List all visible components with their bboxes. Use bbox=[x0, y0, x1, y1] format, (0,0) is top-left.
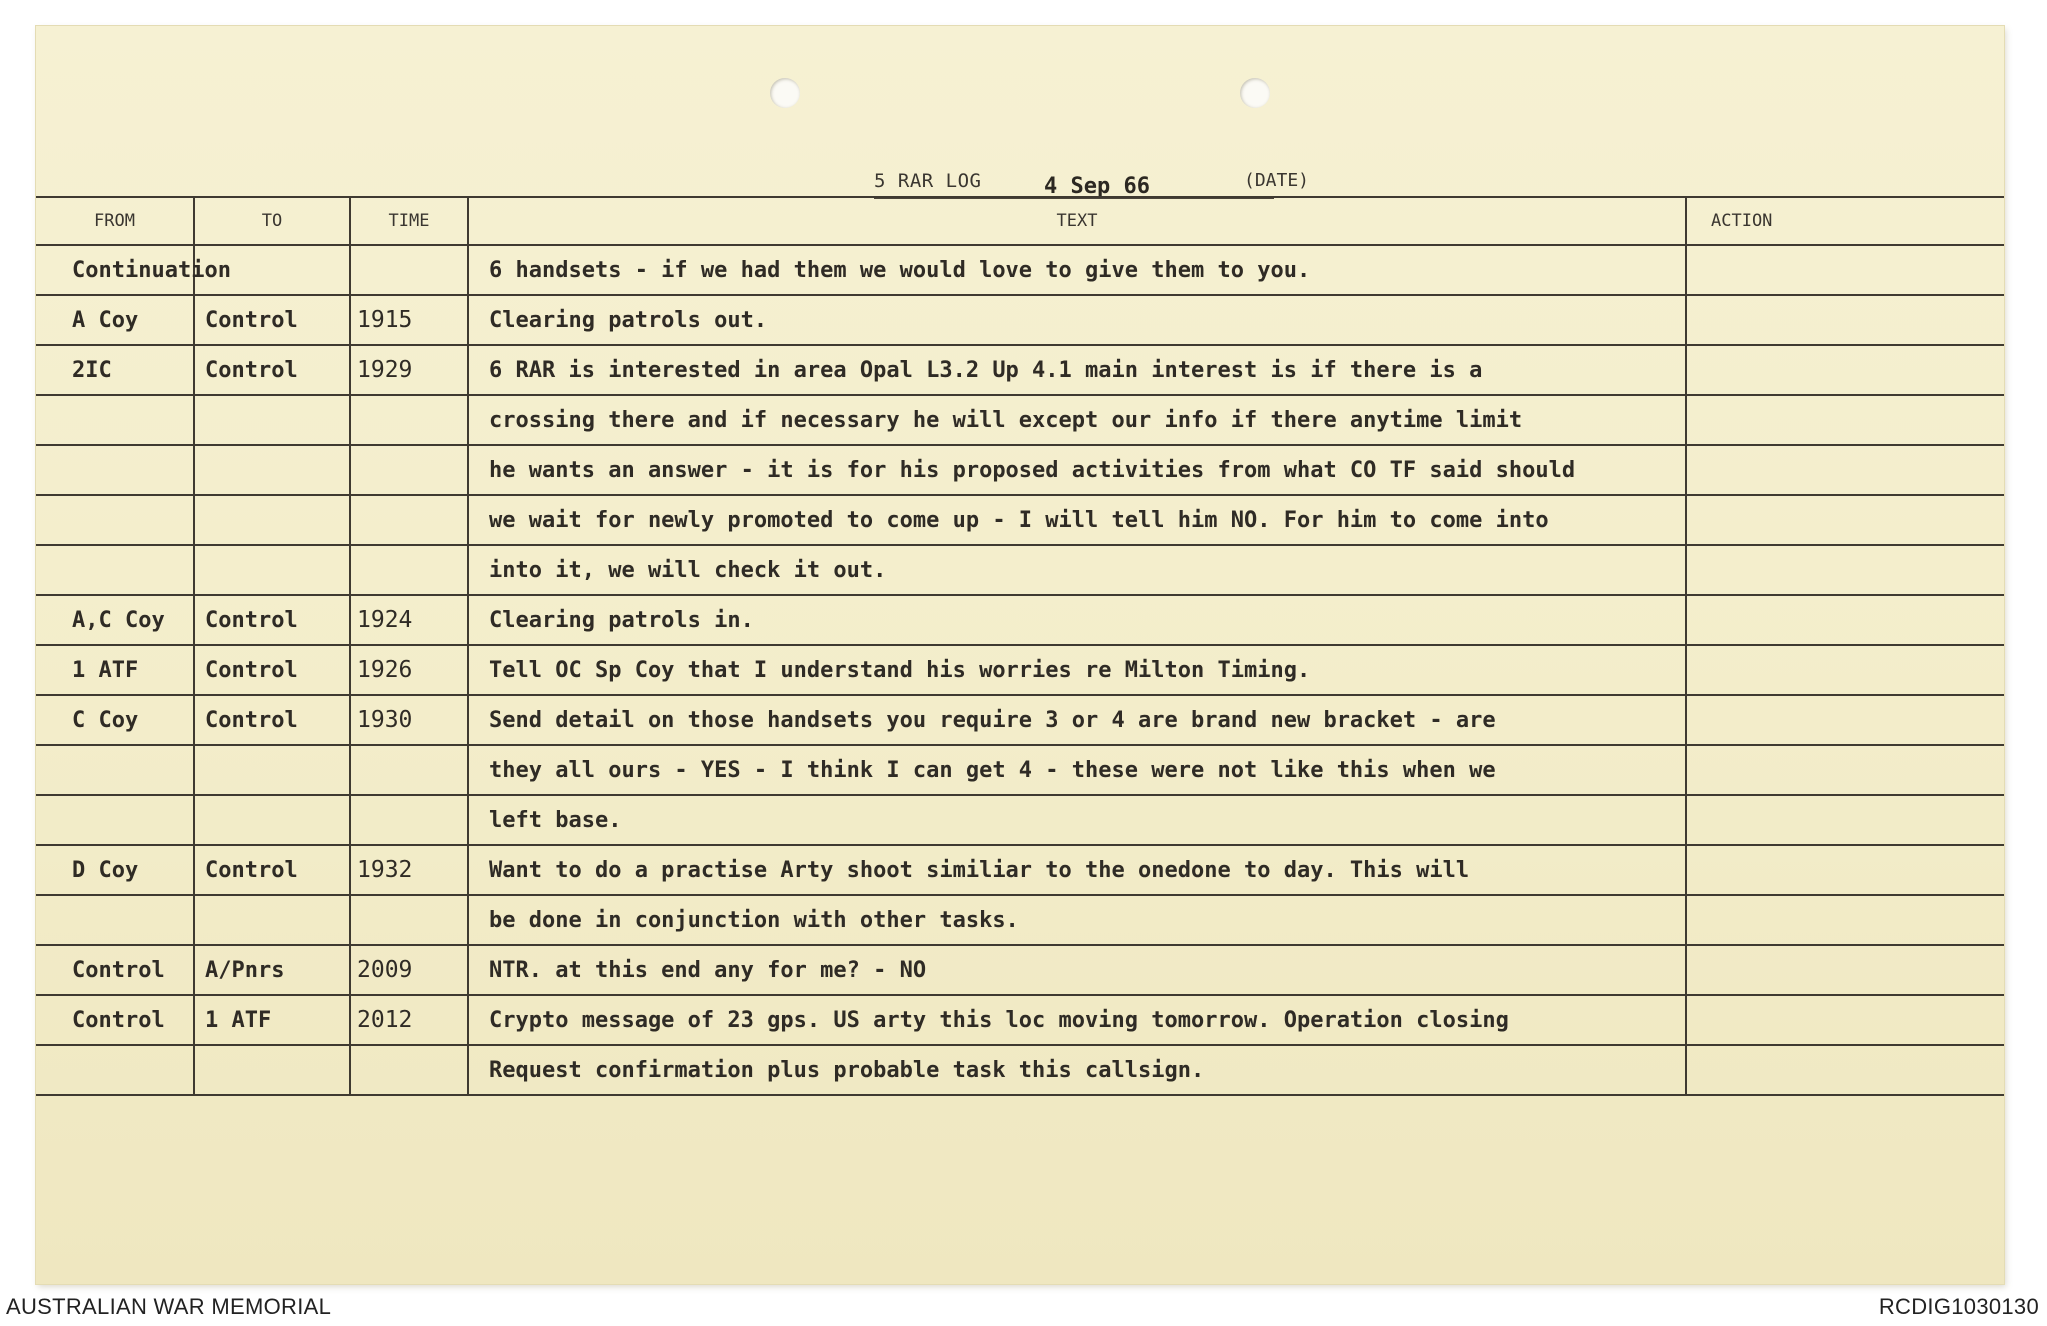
time-cell bbox=[350, 795, 468, 845]
table-row bbox=[36, 545, 2004, 595]
table-row bbox=[36, 895, 2004, 945]
from-cell bbox=[36, 545, 194, 595]
action-cell bbox=[1686, 295, 2004, 345]
action-cell bbox=[1686, 545, 2004, 595]
action-cell bbox=[1686, 845, 2004, 895]
from-cell bbox=[36, 445, 194, 495]
text-cell: Crypto message of 23 gps. US arty this loc moving tomorrow. Operation closing bbox=[468, 995, 1686, 1045]
to-cell bbox=[194, 895, 350, 945]
time-cell: 1915 bbox=[350, 295, 468, 345]
table-row bbox=[36, 395, 2004, 445]
from-cell bbox=[36, 395, 194, 445]
action-cell bbox=[1686, 645, 2004, 695]
text-cell: Tell OC Sp Coy that I understand his worries re Milton Timing. bbox=[468, 645, 1686, 695]
to-cell: Control bbox=[194, 345, 350, 395]
table-row bbox=[36, 845, 2004, 895]
table-row bbox=[36, 295, 2004, 345]
table-row bbox=[36, 1045, 2004, 1095]
text-cell: left base. bbox=[468, 795, 1686, 845]
to-cell bbox=[194, 395, 350, 445]
time-cell bbox=[350, 495, 468, 545]
from-cell: Control bbox=[36, 945, 194, 995]
to-cell bbox=[194, 795, 350, 845]
log-date: 4 Sep 66 bbox=[1044, 174, 1150, 199]
action-cell bbox=[1686, 395, 2004, 445]
to-cell: Control bbox=[194, 695, 350, 745]
table-row bbox=[36, 995, 2004, 1045]
time-cell bbox=[350, 445, 468, 495]
from-cell bbox=[36, 895, 194, 945]
from-cell: 2IC bbox=[36, 345, 194, 395]
from-cell bbox=[36, 1045, 194, 1095]
table-header-row bbox=[36, 197, 2004, 245]
time-cell: 1924 bbox=[350, 595, 468, 645]
time-cell bbox=[350, 545, 468, 595]
text-cell: Send detail on those handsets you require 3 or 4 are brand new bracket - are bbox=[468, 695, 1686, 745]
action-cell bbox=[1686, 745, 2004, 795]
action-cell bbox=[1686, 795, 2004, 845]
to-cell: Control bbox=[194, 845, 350, 895]
from-cell bbox=[36, 495, 194, 545]
column-header-to: TO bbox=[194, 197, 350, 245]
archive-credit: AUSTRALIAN WAR MEMORIAL bbox=[6, 1294, 332, 1319]
action-cell bbox=[1686, 1045, 2004, 1095]
time-cell bbox=[350, 895, 468, 945]
to-cell bbox=[194, 1045, 350, 1095]
action-cell bbox=[1686, 495, 2004, 545]
table-row bbox=[36, 595, 2004, 645]
punch-hole-left bbox=[770, 78, 800, 108]
column-header-time: TIME bbox=[350, 197, 468, 245]
time-cell bbox=[350, 395, 468, 445]
text-cell: crossing there and if necessary he will except our info if there anytime limit bbox=[468, 395, 1686, 445]
time-cell bbox=[350, 1045, 468, 1095]
to-cell: Control bbox=[194, 645, 350, 695]
to-cell: Control bbox=[194, 595, 350, 645]
table-row bbox=[36, 245, 2004, 295]
from-cell: Continuation bbox=[36, 245, 194, 295]
table-row bbox=[36, 645, 2004, 695]
time-cell: 1929 bbox=[350, 345, 468, 395]
action-cell bbox=[1686, 945, 2004, 995]
table-row bbox=[36, 745, 2004, 795]
to-cell: A/Pnrs bbox=[194, 945, 350, 995]
from-cell: A Coy bbox=[36, 295, 194, 345]
action-cell bbox=[1686, 345, 2004, 395]
table-row bbox=[36, 695, 2004, 745]
action-cell bbox=[1686, 995, 2004, 1045]
from-cell: D Coy bbox=[36, 845, 194, 895]
text-cell: NTR. at this end any for me? - NO bbox=[468, 945, 1686, 995]
action-cell bbox=[1686, 695, 2004, 745]
table-row bbox=[36, 445, 2004, 495]
to-cell bbox=[194, 445, 350, 495]
time-cell: 1930 bbox=[350, 695, 468, 745]
time-cell bbox=[350, 245, 468, 295]
time-cell: 2012 bbox=[350, 995, 468, 1045]
from-cell bbox=[36, 745, 194, 795]
text-cell: 6 handsets - if we had them we would love to give them to you. bbox=[468, 245, 1686, 295]
log-title: 5 RAR LOG bbox=[874, 170, 982, 192]
to-cell: 1 ATF bbox=[194, 995, 350, 1045]
text-cell: Clearing patrols in. bbox=[468, 595, 1686, 645]
to-cell bbox=[194, 745, 350, 795]
from-cell: Control bbox=[36, 995, 194, 1045]
time-cell bbox=[350, 745, 468, 795]
column-header-action: ACTION bbox=[1686, 197, 2004, 245]
to-cell bbox=[194, 495, 350, 545]
text-cell: Want to do a practise Arty shoot similiar to the onedone to day. This will bbox=[468, 845, 1686, 895]
from-cell: C Coy bbox=[36, 695, 194, 745]
time-cell: 1926 bbox=[350, 645, 468, 695]
action-cell bbox=[1686, 895, 2004, 945]
column-header-text: TEXT bbox=[468, 197, 1686, 245]
action-cell bbox=[1686, 595, 2004, 645]
log-rows bbox=[36, 245, 2004, 1095]
table-row bbox=[36, 945, 2004, 995]
from-cell: 1 ATF bbox=[36, 645, 194, 695]
table-row bbox=[36, 495, 2004, 545]
to-cell: Control bbox=[194, 295, 350, 345]
from-cell: A,C Coy bbox=[36, 595, 194, 645]
time-cell: 2009 bbox=[350, 945, 468, 995]
table-row bbox=[36, 345, 2004, 395]
text-cell: into it, we will check it out. bbox=[468, 545, 1686, 595]
from-cell bbox=[36, 795, 194, 845]
action-cell bbox=[1686, 245, 2004, 295]
text-cell: be done in conjunction with other tasks. bbox=[468, 895, 1686, 945]
text-cell: he wants an answer - it is for his proposed activities from what CO TF said should bbox=[468, 445, 1686, 495]
log-table bbox=[36, 196, 2004, 1096]
column-header-from: FROM bbox=[36, 197, 194, 245]
archive-reference: RCDIG1030130 bbox=[1878, 1294, 2039, 1319]
action-cell bbox=[1686, 445, 2004, 495]
text-cell: Request confirmation plus probable task this callsign. bbox=[468, 1045, 1686, 1095]
text-cell: Clearing patrols out. bbox=[468, 295, 1686, 345]
text-cell: they all ours - YES - I think I can get 4 - these were not like this when we bbox=[468, 745, 1686, 795]
date-label: (DATE) bbox=[1244, 170, 1310, 191]
to-cell bbox=[194, 545, 350, 595]
punch-hole-right bbox=[1240, 78, 1270, 108]
text-cell: 6 RAR is interested in area Opal L3.2 Up 4.1 main interest is if there is a bbox=[468, 345, 1686, 395]
time-cell: 1932 bbox=[350, 845, 468, 895]
table-row bbox=[36, 795, 2004, 845]
text-cell: we wait for newly promoted to come up - I will tell him NO. For him to come into bbox=[468, 495, 1686, 545]
